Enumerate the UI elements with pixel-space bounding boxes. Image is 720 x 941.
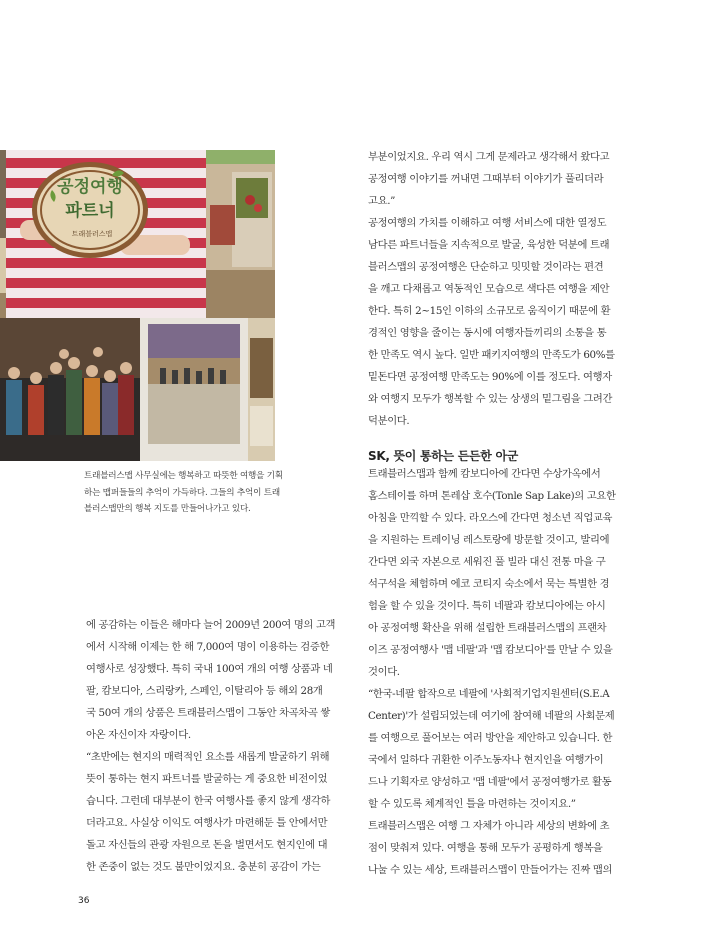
text-line: 이즈 공정여행사 '맵 네팔'과 '맵 캄보디아'를 만날 수 있을 — [368, 644, 613, 656]
text-line: 점이 맞춰져 있다. 여행을 통해 모두가 공평하게 행복을 — [368, 842, 603, 854]
text-line: 더라고요. 사실상 이익도 여행사가 마련해둔 틀 안에서만 — [86, 817, 328, 829]
text-line: 국에서 일하다 귀환한 이주노동자나 현지인을 여행가이 — [368, 754, 604, 766]
svg-text:트래블러스맵: 트래블러스맵 — [71, 230, 113, 238]
text-line: 습니다. 그런데 대부분이 한국 여행사를 좋지 않게 생각하 — [86, 795, 331, 807]
text-line: 것이다. — [368, 666, 400, 678]
body-text-left-column — [86, 614, 348, 878]
text-line: 공정여행 이야기를 꺼내면 그때부터 이야기가 풀리더라 — [368, 173, 604, 185]
text-line: 석구석을 체험하며 에코 코티지 숙소에서 묵는 특별한 경 — [368, 578, 610, 590]
text-line: 부분이었지요. 우리 역시 그게 문제라고 생각해서 왔다고 — [368, 151, 610, 163]
text-line: 블러스맵의 공정여행은 단순하고 밋밋할 것이라는 편견 — [368, 261, 604, 273]
text-line: 여행사로 성장했다. 특히 국내 100여 개의 여행 상품과 네 — [86, 663, 333, 675]
text-line: 한다. 특히 2~15인 이하의 소규모로 움직이기 때문에 환 — [368, 305, 611, 317]
text-line: 에서 시작해 이제는 한 해 7,000여 명이 이용하는 검증한 — [86, 641, 330, 653]
text-line: 국 50여 개의 상품은 트래블러스맵이 그동안 차곡차곡 쌓 — [86, 707, 330, 719]
text-line: 아 공정여행 확산을 위해 설립한 트래블러스맵의 프랜차 — [368, 622, 607, 634]
text-line: 돌고 자신들의 관광 자원으로 돈을 벌면서도 현지인에 대 — [86, 839, 328, 851]
photo-sign-holder — [0, 150, 275, 320]
caption-line: 트래블러스맵 사무실에는 행복하고 따뜻한 여행을 기획 — [84, 471, 283, 481]
text-line: 를 여행으로 풀어보는 여러 방안을 제안하고 있습니다. 한 — [368, 732, 613, 744]
text-line: 아온 자신이자 자랑이다. — [86, 729, 191, 741]
svg-text:공정여행: 공정여행 — [57, 177, 123, 197]
text-line: 한 만족도 역시 높다. 일반 패키지여행의 만족도가 60%를 — [368, 349, 615, 361]
text-line: 홈스테이를 하며 톤레삽 호수(Tonle Sap Lake)의 고요한 — [368, 490, 616, 502]
text-line: 간다면 외국 자본으로 세워진 풀 빌라 대신 전통 마을 구 — [368, 556, 606, 568]
body-text-right-column-top — [368, 146, 634, 432]
text-line: 을 깨고 다채롭고 역동적인 모습으로 색다른 여행을 제안 — [368, 283, 610, 295]
svg-text:파트너: 파트너 — [65, 201, 115, 221]
text-line: 고요.” — [368, 195, 396, 207]
body-text-right-column-bottom — [368, 463, 634, 881]
text-line: “한국-네팔 합작으로 네팔에 '사회적기업지원센터(S.E.A — [368, 688, 610, 700]
text-line: 트래블러스맵은 여행 그 자체가 아니라 세상의 변화에 초 — [368, 820, 610, 832]
text-line: 공정여행의 가치를 이해하고 여행 서비스에 대한 열정도 — [368, 217, 607, 229]
text-line: 나눌 수 있는 세상, 트래블러스맵이 만들어가는 진짜 맵의 — [368, 864, 613, 876]
text-line: 뜻이 통하는 현지 파트너를 발굴하는 게 중요한 비전이었 — [86, 773, 328, 785]
section-heading: SK, 뜻이 통하는 든든한 아군 — [368, 449, 519, 463]
text-line: 험을 할 수 있을 것이다. 특히 네팔과 캄보디아에는 아시 — [368, 600, 606, 612]
text-line: 덕분이다. — [368, 415, 410, 427]
text-line: 아침을 만끽할 수 있다. 라오스에 간다면 청소년 직업교육 — [368, 512, 613, 524]
text-line: Center)'가 설립되었는데 여기에 참여해 네팔의 사회문제 — [368, 710, 615, 722]
text-line: “초반에는 현지의 매력적인 요소를 새롭게 발굴하기 위해 — [86, 751, 330, 763]
text-line: 할 수 있도록 체계적인 틀을 마련하는 것이지요.” — [368, 798, 576, 810]
text-line: 남다른 파트너들을 지속적으로 발굴, 육성한 덕분에 트래 — [368, 239, 610, 251]
text-line: 트래블러스맵과 함께 캄보디아에 간다면 수상가옥에서 — [368, 468, 601, 480]
text-line: 팔, 캄보디아, 스리랑카, 스페인, 이탈리아 등 해외 28개 — [86, 685, 323, 697]
page-number: 36 — [78, 896, 90, 906]
text-line: 밑돈다면 공정여행 만족도는 90%에 이를 정도다. 여행자 — [368, 371, 612, 383]
text-line: 을 지원하는 트레이닝 레스토랑에 방문할 것이고, 발리에 — [368, 534, 610, 546]
caption-line: 블러스맵만의 행복 지도를 만들어나가고 있다. — [84, 504, 251, 514]
photo-group-display — [0, 318, 275, 461]
text-line: 한 존중이 없는 것도 불만이었지요. 충분히 공감이 가는 — [86, 861, 321, 873]
text-line: 와 여행지 모두가 행복할 수 있는 상생의 밑그림을 그려간 — [368, 393, 613, 405]
caption-line: 하는 맵퍼들들의 추억이 가득하다. 그들의 추억이 트래 — [84, 487, 280, 498]
photo-caption — [84, 468, 284, 518]
text-line: 경적인 영향을 줄이는 동시에 여행자들끼리의 소통을 통 — [368, 327, 607, 339]
text-line: 드나 기획자로 양성하고 '맵 네팔'에서 공정여행가로 활동 — [368, 776, 612, 788]
text-line: 에 공감하는 이들은 해마다 늘어 2009년 200여 명의 고객 — [86, 619, 336, 631]
